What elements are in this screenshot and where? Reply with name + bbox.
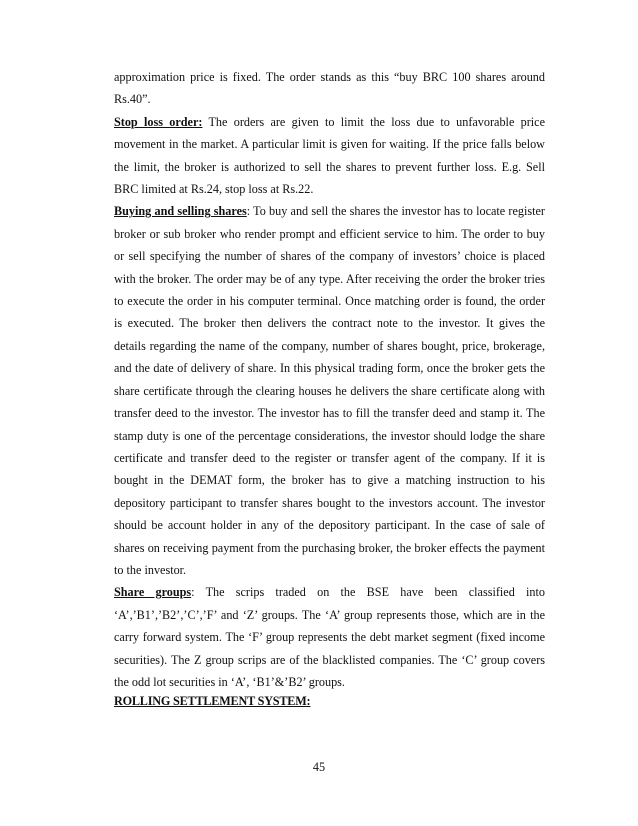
section-heading-rolling-settlement: ROLLING SETTLEMENT SYSTEM:	[114, 694, 311, 708]
paragraph-intro	[114, 66, 545, 111]
paragraph-buying-selling-shares-text: : To buy and sell the shares the investor has to locate register broker or sub broker who render prompt and efficient service to him. The order to buy or sell specifying the number of shares of the company of investors’ choice is placed with the broker. The order may be of any type. After receiving the order the broker tries to execute the order in his computer terminal. Once matching order is found, the order is executed. The broker then delivers the contract note to the investor. It gives the details regarding the name of the company, number of shares bought, price, brokerage, and the date of delivery of share. In this physical trading form, once the broker gets the share certificate through the clearing houses he delivers the share certificate along with transfer deed to the investor. The investor has to fill the transfer deed and stamp it. The stamp duty is one of the percentage considerations, the investor should lodge the share certificate and transfer deed to the register or transfer agent of the company. If it is bought in the DEMAT form, the broker has to give a matching instruction to his depository participant to transfer shares bought to the investors account. The investor should be account holder in any of the depository participant. In the case of sale of shares on receiving payment from the purchasing broker, the broker effects the payment to the investor.	[114, 204, 545, 577]
term-stop-loss-order: Stop loss order:	[114, 114, 203, 129]
paragraph-intro-text: approximation price is fixed. The order stands as this “buy BRC 100 shares around Rs.40”.	[114, 70, 545, 107]
term-share-groups: Share groups	[114, 585, 192, 600]
paragraph-stop-loss-order-text: The orders are given to limit the loss due to unfavorable price movement in the market. A particular limit is given for waiting. If the price falls below the limit, the broker is authorized to sell the shares to prevent further loss. E.g. Sell BRC limited at Rs.24, stop loss at Rs.22.	[114, 114, 545, 197]
page-number: 45	[312, 760, 326, 774]
paragraph-share-groups	[114, 581, 545, 693]
paragraph-stop-loss-order	[114, 111, 545, 201]
paragraph-share-groups-text: : The scrips traded on the BSE have been classified into ‘A’,’B1’,’B2’,’C’,’F’ and ‘Z’ groups. The ‘A’ group represents those, which are in the carry forward system. The ‘F’ group represents the debt market segment (fixed income securities). The Z group scrips are of the blacklisted companies. The ‘C’ group covers the odd lot securities in ‘A’, ‘B1’&’B2’ groups.	[114, 585, 545, 689]
paragraph-buying-selling-shares	[114, 200, 545, 581]
body-text	[114, 66, 545, 693]
term-buying-selling-shares: Buying and selling shares	[114, 204, 247, 219]
